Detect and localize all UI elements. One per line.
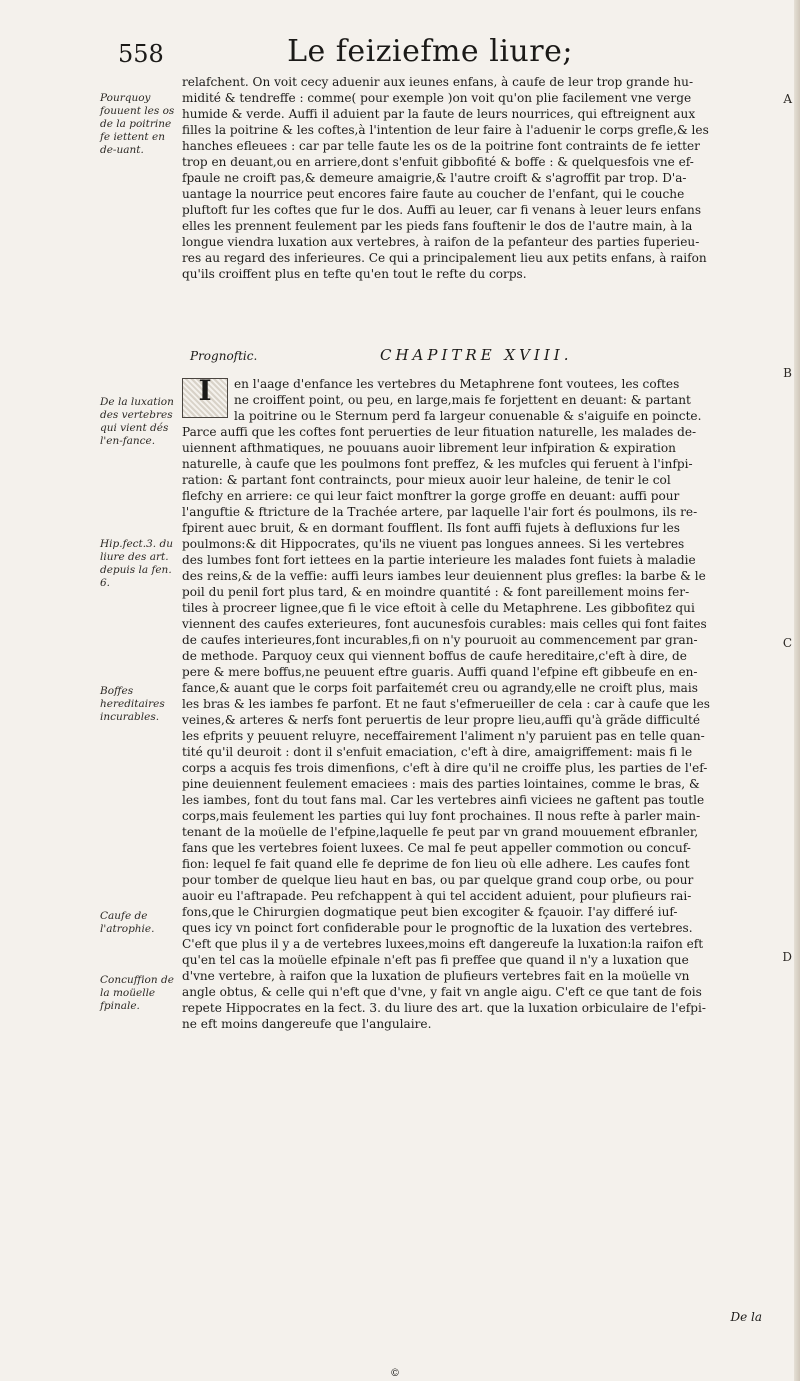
text-line: des lumbes font fort iettees en la partie interieure les malades font fuiets à maladie [182,553,696,567]
text-line: midité & tendreffe : comme( pour exemple )on voit qu'on plie facilement vne verge [182,91,692,105]
text-line: Parce auffi que les coftes font peruerties de leur fituation naturelle, les malades de- [182,425,697,439]
text-line: les iambes, font du tout fans mal. Car les vertebres ainfi viciees ne gaftent pas toutle [182,793,705,807]
catchword: De la [730,1310,762,1324]
text-line: poulmons:& dit Hippocrates, qu'ils ne viuent pas longues annees. Si les vertebres [182,537,685,551]
text-line: les efprits y peuuent reluyre, neceffairement l'aliment n'y paruient pas en telle quan- [182,729,705,743]
page-header [100,34,760,74]
margin-note: Pourquoy fouuent les os de la poitrine fe iettent en de-uant. [100,92,175,156]
margin-note: Concuffion de la moüelle fpinale. [100,974,174,1012]
text-line: uiennent afthmatiques, ne pouuans auoir librement leur infpiration & expiration [182,441,676,455]
text-line: repete Hippocrates en la fect. 3. du liure des art. que la luxation orbiculaire de l'efpi- [182,1001,706,1015]
drop-cap [182,374,228,418]
margin-note: Hip.fect.3. du liure des art. depuis la fen. 6. [100,538,173,589]
text-line: ne eft moins dangereufe que l'angulaire. [182,1017,432,1031]
text-line: tiles à procreer lignee,que fi le vice eftoit à celle du Metaphrene. Les gibbofitez qui [182,601,695,615]
section-letter: C [782,636,792,650]
text-line: pine deuiennent feulement emaciees : mais des parties lointaines, comme le bras, & [182,777,700,791]
text-line: fpaule ne croift pas,& demeure amaigrie,& l'autre croift & s'agroffit par trop. D'a- [182,171,687,185]
text-line: fons,que le Chirurgien dogmatique peut bien excogiter & fçauoir. I'ay differé iuf- [182,905,678,919]
running-title: Le feiziefme liure; [287,34,573,69]
section-letter: D [782,950,792,964]
text-line: en l'aage d'enfance les vertebres du Metaphrene font voutees, les coftes [234,377,680,391]
section-letter: A [783,92,792,106]
text-line: l'anguftie & ftricture de la Trachée artere, par laquelle l'air fort és poulmons, ils re- [182,505,698,519]
text-line: pour tomber de quelque lieu haut en bas, ou par quelque grand coup orbe, ou pour [182,873,694,887]
chapter-title: CHAPITRE XVIII. [380,346,573,364]
margin-note: Caufe de l'atrophie. [100,910,155,935]
text-line: C'eft que plus il y a de vertebres luxees,moins eft dangereufe la luxation:la raifon eft [182,937,704,951]
text-line: ques icy vn poinct fort confiderable pour le prognoftic de la luxation des vertebres. [182,921,693,935]
text-line: pere & mere boffus,ne peuuent eftre guaris. Auffi quand l'efpine eft gibbeufe en en- [182,665,698,679]
margin-note: De la luxation des vertebres qui vient dés l'en-fance. [100,396,174,447]
prognostic-label: Prognoftic. [190,349,258,363]
text-line: fans que les vertebres foient luxees. Ce mal fe peut appeller commotion ou concuf- [182,841,691,855]
text-line: relafchent. On voit cecy aduenir aux ieunes enfans, à caufe de leur trop grande hu- [182,75,694,89]
page-number: 558 [118,40,164,68]
text-line: poil du penil fort plus tard, & en moindre quantité : & font pareillement moins fer- [182,585,690,599]
text-line: elles les prennent feulement par les pieds fans fouftenir le dos de l'autre main, à la [182,219,693,233]
text-line: naturelle, à caufe que les poulmons font preffez, & les mufcles qui feruent à l'infpi- [182,457,693,471]
text-block-chapter [182,376,780,1032]
text-line: pluftoft fur les coftes que fur le dos. Auffi au leuer, car fi venans à leuer leurs enfans [182,203,702,217]
text-line: fance,& auant que le corps foit parfaitemét creu ou agrandy,elle ne croift plus, mais [182,681,698,695]
text-line: angle obtus, & celle qui n'eft que d'vne, y fait vn angle aigu. C'eft ce que tant de fois [182,985,702,999]
margin-note: Boffes hereditaires incurables. [100,685,165,723]
text-line: qu'ils croiffent plus en tefte qu'en tout le refte du corps. [182,267,527,281]
text-line: hanches efleuees : car par telle faute les os de la poitrine font contraints de fe ietter [182,139,700,153]
text-line: qu'en tel cas la moüelle efpinale n'eft pas fi preffee que quand il n'y a luxation que [182,953,689,967]
text-line: trop en deuant,ou en arriere,dont s'enfuit gibbofité & boffe : & quelquesfois vne ef- [182,155,694,169]
text-line: humide & verde. Auffi il aduient par la faute de leurs nourrices, qui eftreignent aux [182,107,696,121]
text-line: corps a acquis fes trois dimenfions, c'eft à dire qu'il ne croiffe plus, les parties de l'ef- [182,761,708,775]
text-line: la poitrine ou le Sternum perd fa largeur conuenable & s'aiguife en poincte. [234,409,702,423]
text-line: longue viendra luxation aux vertebres, à raifon de la pefanteur des parties fuperieu- [182,235,700,249]
text-line: des reins,& de la veffie: auffi leurs iambes leur deuiennent plus grefles: la barbe & le [182,569,706,583]
text-line: tenant de la moüelle de l'efpine,laquelle fe peut par vn grand mouuement efbranler, [182,825,699,839]
text-line: uantage la nourrice peut encores faire faute au coucher de l'enfant, qui le couche [182,187,685,201]
text-line: fion: lequel fe fait quand elle fe deprime de fon lieu où elle adhere. Les caufes font [182,857,690,871]
text-line: veines,& arteres & nerfs font peruertis de leur propre lieu,auffi qu'à grãde difficulté [182,713,700,727]
text-line: corps,mais feulement les parties qui luy font prochaines. Il nous refte à parler main- [182,809,701,823]
text-line: d'vne vertebre, à raifon que la luxation de plufieurs vertebres fait en la moüelle vn [182,969,690,983]
drop-cap-letter: I [198,374,212,407]
text-line: de methode. Parquoy ceux qui viennent boffus de caufe hereditaire,c'eft à dire, de [182,649,687,663]
text-line: flefchy en arriere: ce qui leur faict monftrer la gorge groffe en deuant: auffi pour [182,489,680,503]
text-line: res au regard des inferieures. Ce qui a principalement lieu aux petits enfans, à raifon [182,251,707,265]
text-block-top [182,74,780,282]
text-line: auoir eu l'aftrapade. Peu refchappent à qui tel accident aduient, pour plufieurs rai- [182,889,692,903]
text-line: tité qu'il deuroit : dont il s'enfuit emaciation, c'eft à dire, amaigriffement: mais fi le [182,745,693,759]
page-edge [794,0,800,1381]
text-line: filles la poitrine & les coftes,à l'intention de leur faire à l'aduenir le corps grefle,& les [182,123,709,137]
text-line: ration: & partant font contraincts, pour mieux auoir leur haleine, de tenir le col [182,473,671,487]
text-line: ne croiffent point, ou peu, en large,mais fe forjettent en deuant: & partant [234,393,691,407]
text-line: de caufes interieures,font incurables,fi on n'y pouruoit au commencement par gran- [182,633,698,647]
text-line: viennent des caufes exterieures, font aucunesfois curables: mais celles qui font faites [182,617,707,631]
signature-mark: © [390,1368,400,1379]
text-line: fpirent auec bruit, & en dormant foufflent. Ils font auffi fujets à defluxions fur les [182,521,680,535]
text-line: les bras & les iambes fe parfont. Et ne faut s'efmerueiller de cela : car à caufe que les [182,697,710,711]
section-letter: B [783,366,792,380]
